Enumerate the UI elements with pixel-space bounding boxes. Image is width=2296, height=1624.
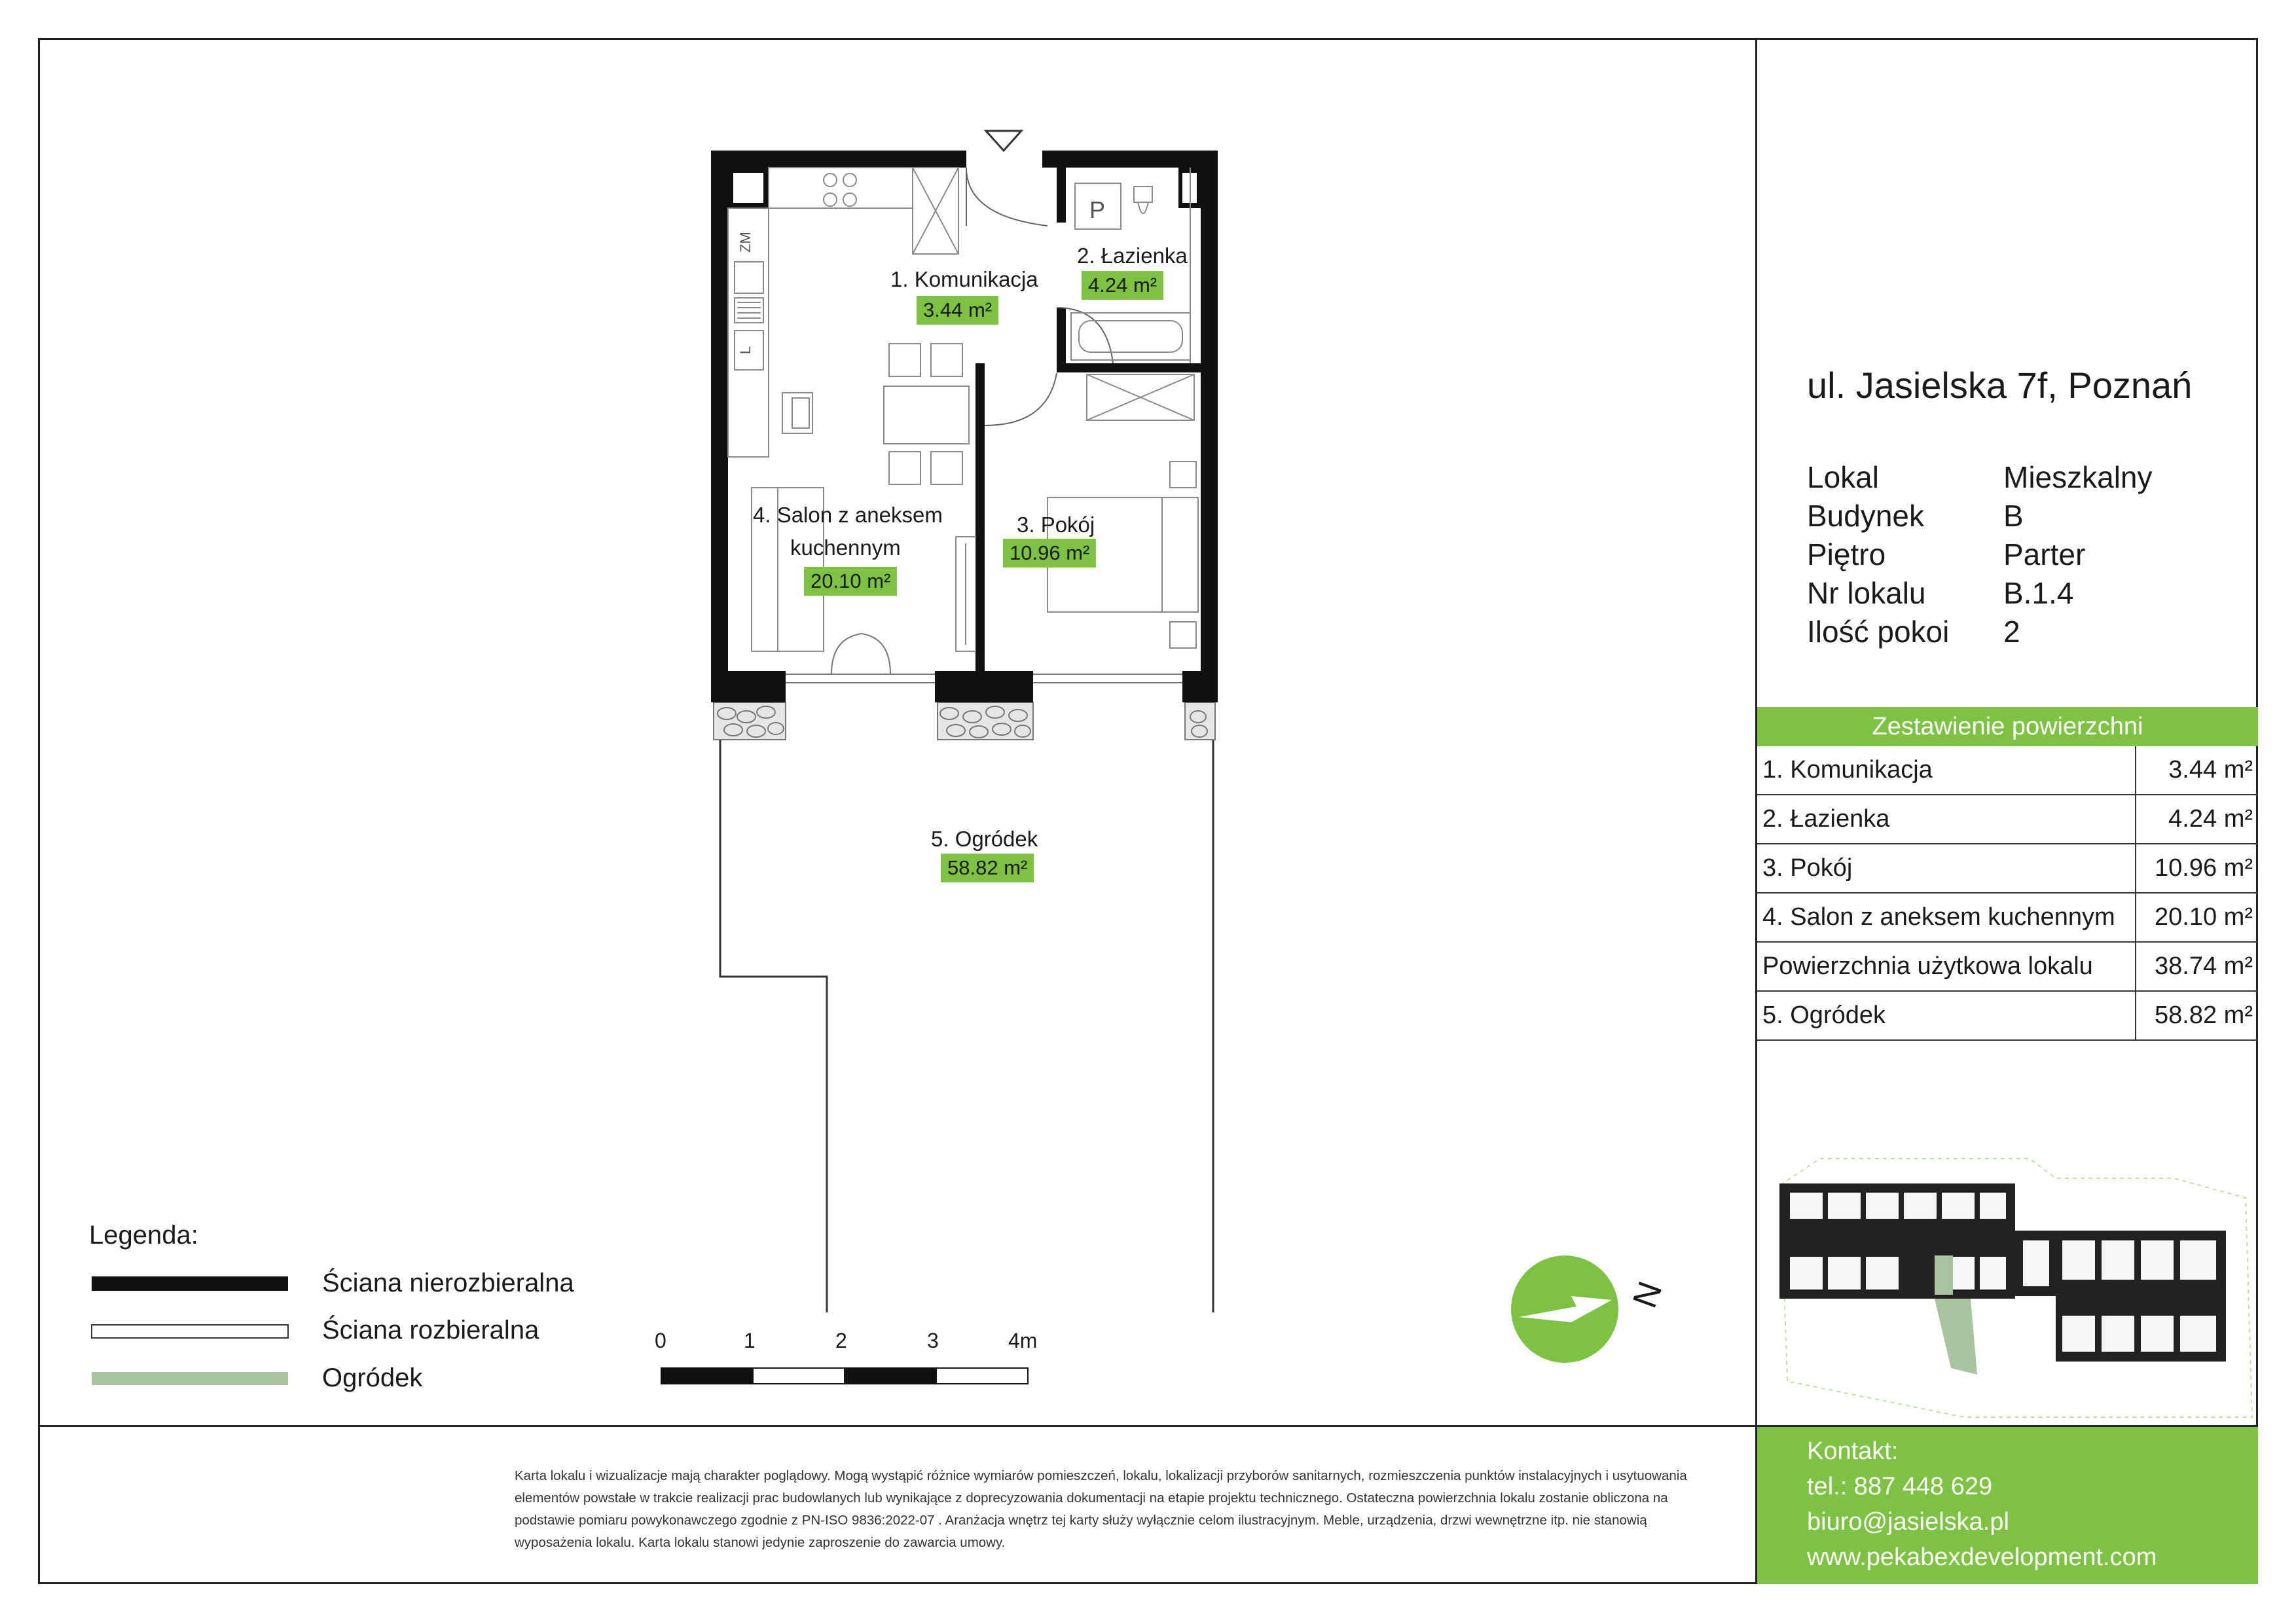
details-list bbox=[1807, 458, 2153, 651]
summary-room-area: 20.10 m² bbox=[2136, 893, 2258, 942]
legend-garden-swatch bbox=[92, 1372, 288, 1385]
summary-room-name: 3. Pokój bbox=[1757, 844, 2136, 893]
contact-panel bbox=[1757, 1427, 2258, 1584]
north-compass-icon bbox=[1511, 1255, 1618, 1363]
area-summary bbox=[1757, 707, 2258, 1041]
fridge-label: ZM bbox=[737, 232, 754, 253]
summary-room-name: 2. Łazienka bbox=[1757, 795, 2136, 844]
summary-room-area: 4.24 m² bbox=[2136, 795, 2258, 844]
column-holes bbox=[733, 173, 1197, 203]
detail-row-budynek bbox=[1807, 497, 2153, 535]
table-row bbox=[1757, 942, 2258, 991]
address-title: ul. Jasielska 7f, Poznań bbox=[1807, 365, 2193, 406]
detail-label: Lokal bbox=[1807, 460, 1879, 494]
scale-tick: 4m bbox=[1008, 1329, 1038, 1352]
room-label-lazienka: 2. Łazienka bbox=[1077, 244, 1188, 268]
terrace-stones bbox=[714, 702, 1215, 740]
summary-room-area: 58.82 m² bbox=[2136, 991, 2258, 1040]
wash-label: L bbox=[737, 346, 754, 355]
detail-label: Nr lokalu bbox=[1807, 576, 1926, 610]
table-row bbox=[1757, 844, 2258, 893]
north-label: N bbox=[1626, 1276, 1670, 1313]
balcony-door-pokoj bbox=[1033, 674, 1182, 683]
bedroom-furniture bbox=[1048, 374, 1198, 648]
detail-value: B.1.4 bbox=[2003, 576, 2074, 610]
summary-room-name: 5. Ogródek bbox=[1757, 991, 2136, 1040]
legend-title: Legenda: bbox=[89, 1221, 198, 1250]
legend-label: Ściana rozbieralna bbox=[322, 1316, 539, 1344]
area-badge-salon: 20.10 m² bbox=[804, 567, 897, 596]
contact-title: Kontakt: bbox=[1807, 1437, 1899, 1465]
balcony-door-salon bbox=[786, 634, 935, 683]
table-row bbox=[1757, 991, 2258, 1040]
detail-value: Mieszkalny bbox=[2003, 460, 2153, 494]
area-badge-komunikacja: 3.44 m² bbox=[917, 296, 998, 325]
summary-total-area: 38.74 m² bbox=[2136, 942, 2258, 991]
site-plan-thumbnail bbox=[1779, 1159, 2252, 1417]
table-row bbox=[1757, 893, 2258, 942]
garden-outline bbox=[720, 740, 827, 1312]
scale-tick: 3 bbox=[927, 1329, 939, 1352]
area-badge-lazienka: 4.24 m² bbox=[1082, 271, 1163, 300]
summary-room-area: 3.44 m² bbox=[2136, 746, 2258, 795]
entrance-arrow bbox=[986, 131, 1021, 151]
area-summary-title: Zestawienie powierzchni bbox=[1757, 707, 2258, 746]
room-label-pokoj: 3. Pokój bbox=[1017, 513, 1095, 537]
table-row bbox=[1757, 746, 2258, 795]
area-badge-ogrodek: 58.82 m² bbox=[941, 854, 1034, 882]
contact-email[interactable]: biuro@jasielska.pl bbox=[1807, 1508, 2009, 1536]
p-label: P bbox=[1089, 196, 1106, 223]
legend-solid-wall-swatch bbox=[92, 1276, 288, 1291]
table-row bbox=[1757, 795, 2258, 844]
legend-label: Ogródek bbox=[322, 1363, 423, 1392]
scale-bar bbox=[661, 1368, 1028, 1384]
scale-tick: 0 bbox=[655, 1329, 666, 1352]
summary-room-name: 1. Komunikacja bbox=[1757, 746, 2136, 795]
exterior-walls bbox=[711, 151, 1218, 702]
detail-row-ilosc-pokoi bbox=[1807, 613, 2153, 651]
summary-total-name: Powierzchnia użytkowa lokalu bbox=[1757, 942, 2136, 991]
contact-website[interactable]: www.pekabexdevelopment.com bbox=[1807, 1543, 2157, 1571]
detail-row-pietro bbox=[1807, 535, 2153, 574]
summary-room-area: 10.96 m² bbox=[2136, 844, 2258, 893]
room-label-ogrodek: 5. Ogródek bbox=[931, 827, 1038, 851]
detail-value: Parter bbox=[2003, 537, 2086, 571]
legend-partition-swatch bbox=[92, 1325, 288, 1338]
room-label-salon-line1: 4. Salon z aneksem bbox=[753, 503, 943, 527]
area-badge-pokoj: 10.96 m² bbox=[1003, 539, 1096, 568]
room-label-komunikacja: 1. Komunikacja bbox=[890, 267, 1038, 291]
detail-label: Budynek bbox=[1807, 499, 1925, 533]
dining-set bbox=[782, 344, 969, 484]
summary-room-name: 4. Salon z aneksem kuchennym bbox=[1757, 893, 2136, 942]
scale-tick: 2 bbox=[835, 1329, 847, 1352]
disclaimer-text: Karta lokalu i wizualizacje mają charakter poglądowy. Mogą wystąpić różnice wymiarów pomieszczeń, lokalu, lokalizacji przyborów sanitarnych, rozmieszczenia punktów instalacyjnych i usytuowania elementów powstałe w trakcie realizacji prac budowlanych lub wynikające z doprecyzowania dokumentacji na etapie projektu technicznego. Ostateczna powierzchnia lokalu zostanie obliczona na podstawie pomiaru powykonawczego zgodnie z PN-ISO 9836:2022-07 . Aranżacja wnętrz tej karty służy wyłącznie celom ilustracyjnym. Meble, urządzenia, drzwi wewnętrzne itp. nie stanowią wyposażenia lokalu. Karta lokalu stanowi jedynie zaproszenie do zawarcia umowy. bbox=[515, 1468, 1687, 1550]
legend-label: Ściana nierozbieralna bbox=[322, 1269, 574, 1297]
detail-row-nr-lokalu bbox=[1807, 574, 2153, 613]
area-summary-table bbox=[1757, 746, 2258, 1041]
detail-value: 2 bbox=[2003, 615, 2020, 649]
detail-label: Ilość pokoi bbox=[1807, 615, 1950, 649]
contact-phone[interactable]: tel.: 887 448 629 bbox=[1807, 1473, 1993, 1500]
scale-tick: 1 bbox=[744, 1329, 756, 1352]
room-label-salon-line2: kuchennym bbox=[790, 535, 901, 560]
detail-label: Piętro bbox=[1807, 537, 1886, 571]
detail-value: B bbox=[2003, 499, 2024, 533]
detail-row-lokal bbox=[1807, 458, 2153, 497]
